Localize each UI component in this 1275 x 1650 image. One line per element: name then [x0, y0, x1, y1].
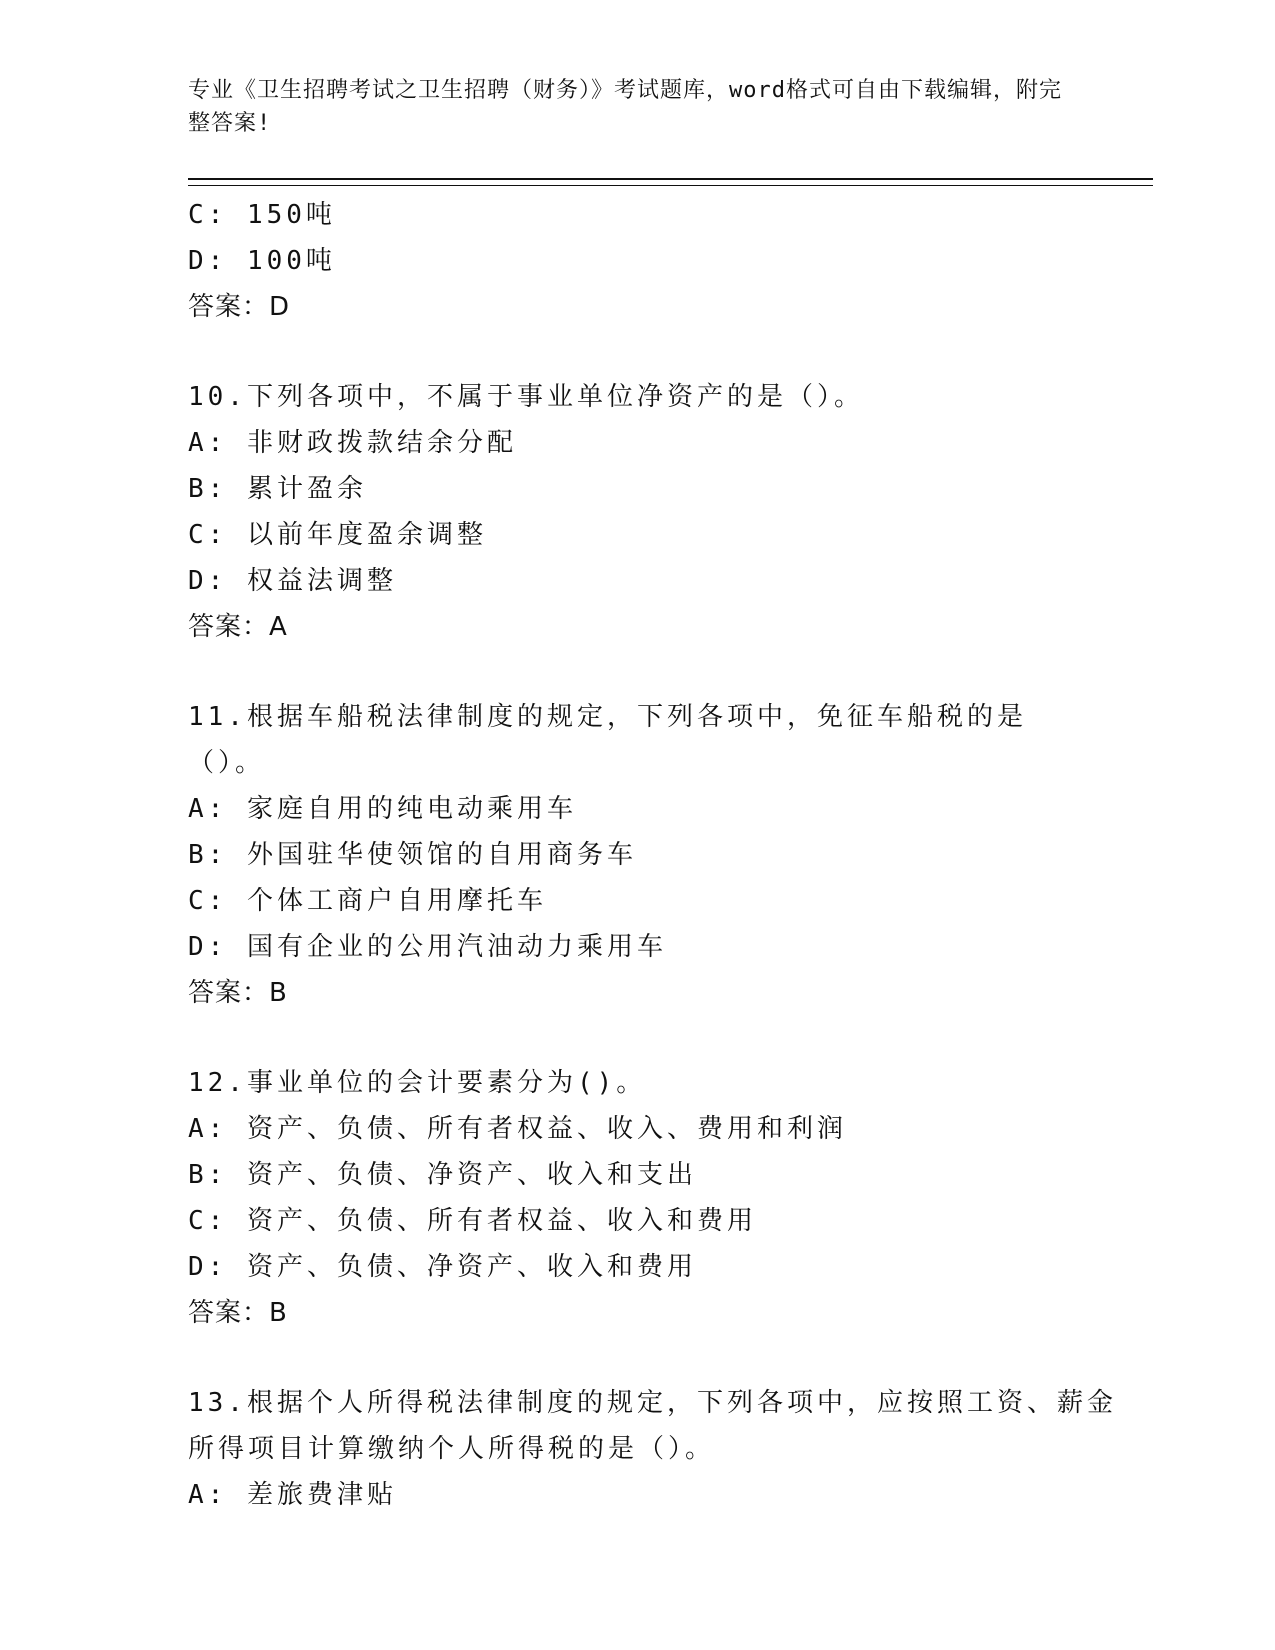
question-9-continued: [188, 192, 1088, 330]
header-divider: [188, 178, 1153, 186]
spacer: [188, 1336, 1088, 1380]
question-title-line-2: 所得项目计算缴纳个人所得税的是（）。: [188, 1434, 716, 1464]
option-d: D: 资产、负债、净资产、收入和费用: [188, 1252, 697, 1282]
option-d: D: 100吨: [188, 246, 336, 276]
question-title: 12.事业单位的会计要素分为()。: [188, 1068, 647, 1098]
spacer: [188, 650, 1088, 694]
option-a: A: 资产、负债、所有者权益、收入、费用和利润: [188, 1114, 847, 1144]
answer: 答案：A: [188, 612, 288, 642]
option-a: A: 家庭自用的纯电动乘用车: [188, 794, 577, 824]
document-body: [188, 192, 1117, 1518]
spacer: [188, 1016, 1088, 1060]
option-a: A: 非财政拨款结余分配: [188, 428, 517, 458]
question-title: 10.下列各项中，不属于事业单位净资产的是（）。: [188, 382, 864, 412]
answer: 答案：B: [188, 1298, 288, 1328]
option-b: B: 外国驻华使领馆的自用商务车: [188, 840, 637, 870]
option-c: C: 150吨: [188, 200, 336, 230]
answer: 答案：D: [188, 292, 291, 322]
option-a: A: 差旅费津贴: [188, 1480, 397, 1510]
option-c: C: 资产、负债、所有者权益、收入和费用: [188, 1206, 757, 1236]
option-c: C: 以前年度盈余调整: [188, 520, 487, 550]
question-title: 11.根据车船税法律制度的规定，下列各项中，免征车船税的是（）。: [188, 702, 1027, 778]
option-b: B: 累计盈余: [188, 474, 367, 504]
option-b: B: 资产、负债、净资产、收入和支出: [188, 1160, 697, 1190]
option-d: D: 权益法调整: [188, 566, 397, 596]
question-10: [188, 374, 1088, 650]
question-12: [188, 1060, 1088, 1336]
question-11: [188, 694, 1088, 1016]
option-d: D: 国有企业的公用汽油动力乘用车: [188, 932, 667, 962]
question-13: [188, 1380, 1117, 1518]
question-title-line-1: 13.根据个人所得税法律制度的规定，下列各项中，应按照工资、薪金: [188, 1388, 1117, 1418]
document-header: 专业《卫生招聘考试之卫生招聘（财务）》考试题库，word格式可自由下载编辑，附完整答案!: [188, 78, 1062, 136]
answer: 答案：B: [188, 978, 288, 1008]
option-c: C: 个体工商户自用摩托车: [188, 886, 547, 916]
spacer: [188, 330, 1088, 374]
